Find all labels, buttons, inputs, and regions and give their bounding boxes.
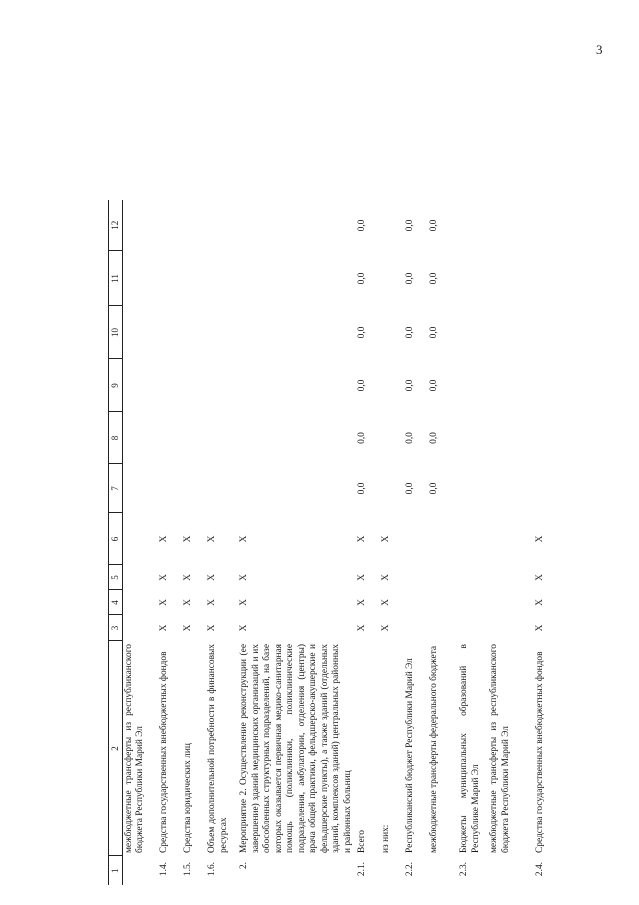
value-cell: 0,0 [357,326,368,339]
value-cell [428,590,458,615]
value-cell [404,615,428,641]
value-cell [488,565,534,590]
value-cell: 0,0 [429,326,440,339]
row-name-cell: Объем дополнительной потребности в финансовых ресурсах [207,644,229,853]
value-cell [182,359,206,412]
value-cell [122,412,158,464]
row-name-cell: Бюджеты муниципальных образований в Республике Марий Эл [459,644,481,853]
value-cell: 0,0 [405,219,416,232]
table-row [238,200,356,885]
value-cell: 0,0 [405,432,416,444]
table-row [534,200,558,885]
value-cell [380,412,404,464]
row-name-cell: межбюджетные трансферты из республиканского бюджета Республики Марий Эл [123,644,146,853]
row-name-cell: Средства государственных внебюджетных фондов [535,651,546,853]
value-cell [238,251,356,306]
row-number-cell: 2.2. [405,862,416,877]
value-cell: X [357,574,368,581]
row-number-cell: 1.6. [207,862,218,877]
value-cell [206,412,238,464]
row-number-cell: 2.3. [459,862,470,877]
value-cell [488,359,534,412]
value-cell [206,464,238,513]
header-cell: 6 [109,513,123,565]
value-cell: X [535,574,546,581]
value-cell [488,251,534,306]
row-number-cell [488,856,534,885]
value-cell [458,306,488,359]
value-cell: X [535,535,546,543]
value-cell [122,590,158,615]
header-cell: 1 [109,856,123,885]
value-cell [238,200,356,251]
value-cell [122,251,158,306]
table-row [488,200,534,885]
table-row [158,200,182,885]
value-cell [428,615,458,641]
value-cell: X [183,624,194,632]
value-cell [534,306,558,359]
value-cell [488,513,534,565]
table-row [356,200,380,885]
value-cell: X [207,574,218,581]
header-cell: 11 [109,251,123,306]
value-cell [380,359,404,412]
value-cell: X [357,599,368,606]
value-cell [404,513,428,565]
value-cell [158,306,182,359]
value-cell [458,590,488,615]
row-name-cell: Средства юридических лиц [183,743,194,853]
row-name-cell: Всего [357,830,368,853]
value-cell [238,306,356,359]
table-row [404,200,428,885]
row-number-cell: 2.1. [357,862,368,877]
value-cell [182,464,206,513]
header-row [109,200,123,885]
value-cell: 0,0 [357,379,368,392]
value-cell [158,251,182,306]
value-cell: X [183,599,194,606]
value-cell [534,464,558,513]
value-cell [534,412,558,464]
value-cell [182,200,206,251]
header-cell: 2 [109,641,123,856]
value-cell: X [159,599,170,606]
value-cell [428,513,458,565]
value-cell [458,565,488,590]
header-cell: 12 [109,200,123,251]
header-cell: 8 [109,412,123,464]
value-cell [206,359,238,412]
value-cell: X [239,574,250,581]
value-cell [238,412,356,464]
value-cell: 0,0 [357,219,368,232]
value-cell [380,251,404,306]
value-cell [380,200,404,251]
header-cell: 3 [109,615,123,641]
value-cell [488,412,534,464]
value-cell [458,615,488,641]
value-cell: 0,0 [429,432,440,444]
header-cell: 9 [109,359,123,412]
value-cell: X [159,574,170,581]
value-cell: 0,0 [429,219,440,232]
value-cell: X [381,599,392,606]
value-cell: 0,0 [429,379,440,392]
value-cell: 0,0 [405,379,416,392]
row-number-cell [122,856,158,885]
row-number-cell: 1.4. [159,862,170,877]
table-row [380,200,404,885]
header-cell: 7 [109,464,123,513]
table-row [428,200,458,885]
value-cell [182,306,206,359]
value-cell [488,615,534,641]
table-row [206,200,238,885]
row-number-cell: 2.4. [535,862,546,877]
value-cell [182,251,206,306]
value-cell [458,251,488,306]
value-cell [122,615,158,641]
value-cell: X [381,624,392,632]
value-cell: X [381,574,392,581]
row-name-cell: межбюджетные трансферты федерального бюджета [429,645,440,853]
value-cell [238,359,356,412]
value-cell [206,251,238,306]
value-cell [122,513,158,565]
value-cell: 0,0 [429,482,440,495]
value-cell [158,200,182,251]
value-cell: 0,0 [357,272,368,285]
value-cell [488,306,534,359]
table-row [182,200,206,885]
value-cell [458,464,488,513]
value-cell [404,565,428,590]
table-row [122,200,158,885]
header-cell: 10 [109,306,123,359]
value-cell [380,306,404,359]
value-cell: X [357,535,368,543]
value-cell [534,251,558,306]
row-name-cell: Мероприятие 2. Осуществление реконструкции (ее завершение) зданий медицинских организаций и их обособленных структурных подразделений, на базе которых оказывается первичная медико-санитарная помощь (поликлиники, поликлинические подразделения, амбулатории, отделения (центры) врача общей практики, фельдшерско-акушерские и фельдшерские пункты), а также зданий (отдельных зданий, комплексов зданий) центральных районных и районных больниц [239,644,353,853]
value-cell: 0,0 [405,482,416,495]
value-cell [534,359,558,412]
value-cell: X [159,624,170,632]
page-number: 3 [596,42,603,57]
header-cell: 5 [109,565,123,590]
value-cell: X [239,599,250,606]
value-cell [158,464,182,513]
value-cell [488,200,534,251]
value-cell [458,412,488,464]
value-cell: X [207,599,218,606]
value-cell [488,464,534,513]
value-cell: X [239,535,250,543]
value-cell: X [159,535,170,543]
row-number-cell [380,856,404,885]
value-cell [206,306,238,359]
row-name-cell: из них: [381,824,392,853]
value-cell: 0,0 [429,272,440,285]
value-cell [122,200,158,251]
value-cell [458,359,488,412]
value-cell: X [535,599,546,606]
value-cell [158,412,182,464]
row-name-cell: Республиканский бюджет Республики Марий Эл [405,658,416,853]
value-cell [122,306,158,359]
value-cell: X [183,535,194,543]
value-cell: 0,0 [357,482,368,495]
value-cell: 0,0 [405,326,416,339]
value-cell [428,565,458,590]
value-cell [238,464,356,513]
row-number-cell [428,856,458,885]
value-cell [122,464,158,513]
value-cell: X [207,535,218,543]
value-cell [158,359,182,412]
value-cell: X [535,624,546,632]
value-cell [458,200,488,251]
row-name-cell: Средства государственных внебюджетных фондов [159,651,170,853]
value-cell [122,565,158,590]
value-cell [206,200,238,251]
value-cell [488,590,534,615]
row-number-cell: 2. [239,862,250,870]
value-cell: X [381,535,392,543]
value-cell: X [207,624,218,632]
value-cell [122,359,158,412]
value-cell: 0,0 [357,432,368,444]
value-cell: X [357,624,368,632]
value-cell [534,200,558,251]
table-row [458,200,488,885]
row-name-cell: межбюджетные трансферты из республиканского бюджета Республики Марий Эл [489,644,511,853]
value-cell [404,590,428,615]
value-cell: X [239,624,250,632]
header-cell: 4 [109,590,123,615]
value-cell: 0,0 [405,272,416,285]
value-cell [182,412,206,464]
value-cell [380,464,404,513]
financing-table [108,200,558,885]
value-cell [458,513,488,565]
row-number-cell: 1.5. [183,862,194,877]
value-cell: X [183,574,194,581]
